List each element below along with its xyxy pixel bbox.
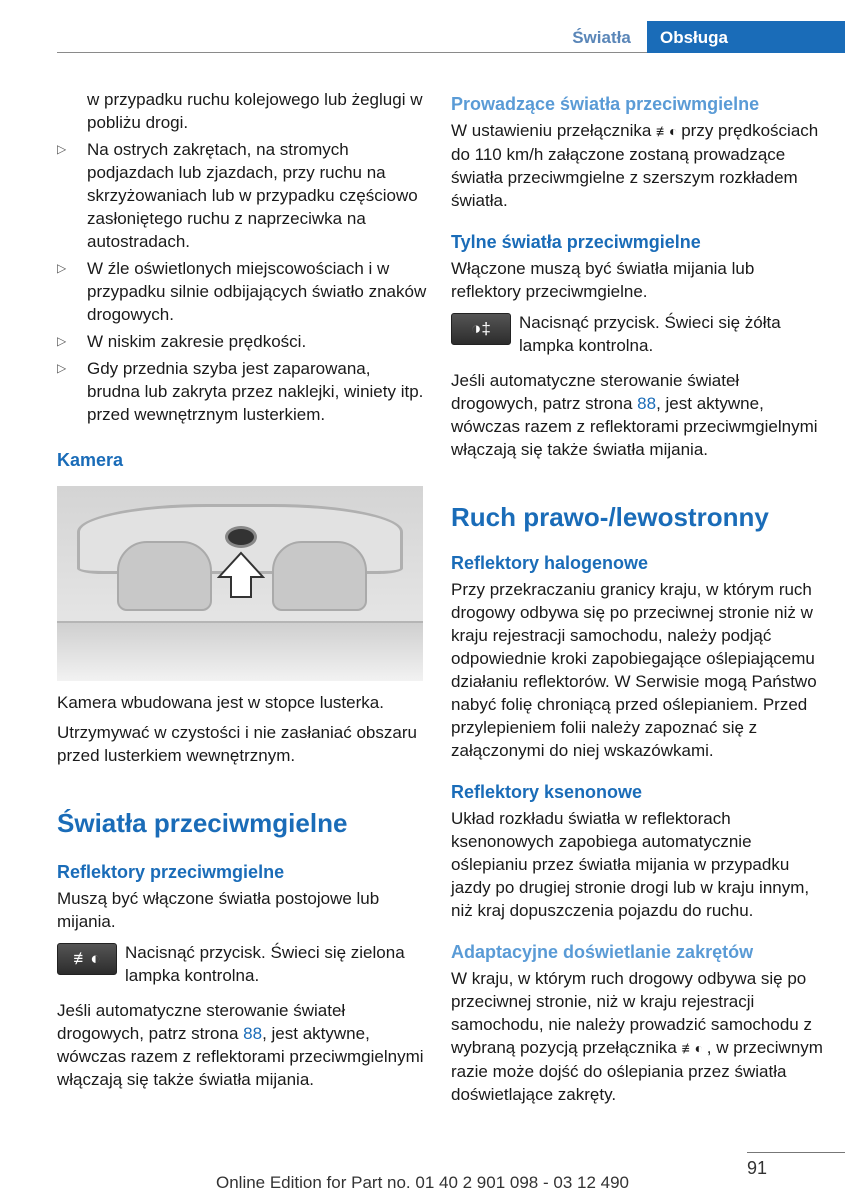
rear-fog-auto-note: Jeśli automatyczne sterowanie świateł drogowych, patrz strona 88, jest aktywne, wówczas razem z reflektorami przeciwmgielnymi włączają się także światła mijania.: [451, 371, 818, 459]
bullet-icon: ▷: [57, 142, 67, 156]
right-column: [451, 92, 823, 1106]
guide-fog-text: W ustawieniu przełącznika ≢◐ przy prędkościach do 110 km/h załączone zostaną prowadzące światła przeciwmgielne z szerszym rozkładem światła.: [451, 121, 819, 210]
front-fog-auto-note: Jeśli automatyczne sterowanie świateł drogowych, patrz strona 88, jest aktywne, wówczas razem z reflektorami przeciwmgielnymi włączają się także światła mijania.: [57, 1001, 424, 1089]
front-fog-heading: Reflektory przeciwmgielne: [57, 862, 285, 882]
footer-rule: [747, 1152, 845, 1153]
camera-mirror-image: [57, 486, 423, 681]
halogen-text: Przy przekraczaniu granicy kraju, w którym ruch drogowy odbywa się po przeciwnej stronie niż w kraju rejestracji samochodu, należy podjąć odpowiednie kroki zapobiegające oślepiającemu działaniu reflektorów. W Serwisie mogą Państwo nabyć folię chroniącą przed oślepianiem. Przed przylepieniem folii należy zapoznać się z załączonymi do niej wskazówkami.: [451, 580, 817, 760]
list-item: ▷ W niskim zakresie prędkości.: [57, 332, 307, 351]
adaptive-text: W kraju, w którym ruch drogowy odbywa się po przeciwnej stronie, niż w kraju rejestracji samochodu, nie należy prowadzić samochodu z wybraną pozycją przełącznika ≢◐ , w przeciwnym razie może dojść do oślepiania przez światła doświetlające zakręty.: [451, 969, 823, 1104]
edition-footer: Online Edition for Part no. 01 40 2 901 098 - 03 12 490: [215, 1173, 629, 1192]
rear-fog-light-icon: ◑‡: [451, 313, 511, 345]
rear-fog-requirement: Włączone muszą być światła mijania lub reflektory przeciwmgielne.: [451, 259, 755, 301]
xenon-text: Układ rozkładu światła w reflektorach ksenonowych zapobiega automatycznie oślepianiu przez światła mijania w przypadku jazdy po drugiej stronie drogi lub w kraju innym, niż kraj dopuszczenia pojazdu do ruchu.: [451, 809, 810, 920]
list-item: ▷ Gdy przednia szyba jest zaparowana, brudna lub zakryta przez naklejki, winiety itp. przed wewnętrznym lusterkiem.: [57, 359, 424, 424]
traffic-side-heading: Ruch prawo-/lewostronny: [451, 502, 769, 532]
camera-text-2: Utrzymywać w czystości i nie zasłaniać obszaru przed lusterkiem wewnętrznym.: [57, 723, 417, 765]
conditions-list: [57, 138, 427, 426]
rear-fog-heading: Tylne światła przeciwmgielne: [451, 232, 701, 252]
front-fog-requirement: Muszą być włączone światła postojowe lub mijania.: [57, 889, 380, 931]
page-88-link[interactable]: 88: [637, 394, 657, 413]
bullet-icon: ▷: [57, 334, 67, 348]
front-fog-button-text: Nacisnąć przycisk. Świeci się zielona lampka kontrolna.: [125, 943, 405, 985]
arrow-up-icon: [217, 551, 265, 599]
xenon-heading: Reflektory ksenonowe: [451, 782, 643, 802]
bullet-icon: ▷: [57, 361, 67, 375]
bullet-icon: ▷: [57, 261, 67, 275]
header-chapter-tab: Obsługa: [647, 21, 845, 53]
list-item: ▷ W źle oświetlonych miejscowościach i w przypadku silnie odbijających światło znaków drogowych.: [57, 259, 427, 324]
header-section-title: Światła: [572, 28, 631, 47]
switch-position-icon: ≢◐: [681, 1040, 703, 1056]
switch-position-icon: ≢◐: [656, 123, 677, 139]
rear-fog-button-text: Nacisnąć przycisk. Świeci się żółta lampka kontrolna.: [519, 313, 781, 355]
page-88-link[interactable]: 88: [243, 1024, 263, 1043]
fog-lights-heading: Światła przeciwmgielne: [57, 808, 348, 838]
camera-text-1: Kamera wbudowana jest w stopce lusterka.: [57, 693, 384, 712]
intro-text: w przypadku ruchu kolejowego lub żeglugi w pobliżu drogi.: [87, 90, 423, 132]
halogen-heading: Reflektory halogenowe: [451, 553, 649, 573]
camera-lens-icon: [225, 526, 257, 548]
front-fog-light-icon: ≢◐: [57, 943, 117, 975]
left-column: [57, 88, 427, 1091]
page-number: 91: [747, 1158, 768, 1178]
rear-fog-button-row: [451, 311, 823, 357]
adaptive-heading: Adaptacyjne doświetlanie zakrętów: [451, 942, 754, 962]
camera-heading: Kamera: [57, 450, 124, 470]
guide-fog-heading: Prowadzące światła przeciwmgielne: [451, 94, 760, 114]
list-item: ▷ Na ostrych zakrętach, na stromych podjazdach lub zjazdach, przy ruchu na skrzyżowaniach lub w przypadku częściowo zasłoniętego ruchu z naprzeciwka na autostradach.: [57, 140, 418, 251]
front-fog-button-row: [57, 941, 427, 987]
